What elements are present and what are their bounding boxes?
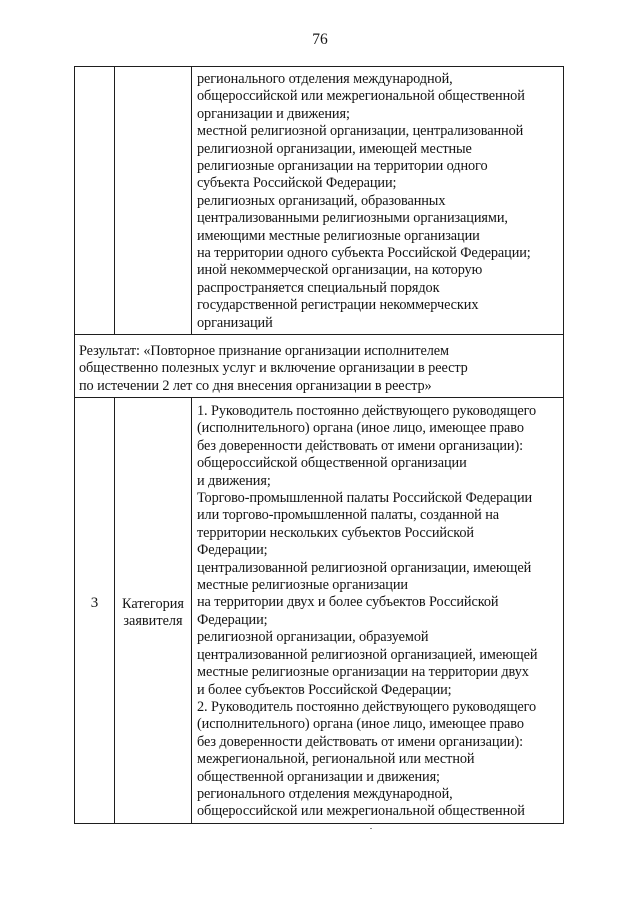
text-line: организации и движения; xyxy=(197,105,350,122)
applicant-category-label xyxy=(115,596,191,631)
text-line: общественно полезных услуг и включение организации в реестр xyxy=(79,360,468,377)
text-line: Федерации; xyxy=(197,611,268,628)
text-line: местные религиозные организации xyxy=(197,577,408,594)
result-row-text xyxy=(79,343,468,395)
text-line: (исполнительного) органа (иное лицо, имеющее право xyxy=(197,420,524,437)
text-line: без доверенности действовать от имени организации): xyxy=(197,437,524,454)
text-line: или торгово-промышленной палаты, созданной на xyxy=(197,507,499,524)
text-line: местной религиозной организации, централизованной xyxy=(197,123,524,140)
text-line: Федерации; xyxy=(197,542,268,559)
text-line: регионального отделения международной, xyxy=(197,71,453,87)
text-line: по истечении 2 лет со дня внесения организации в реестр» xyxy=(79,377,432,394)
text-line: имеющими местные религиозные организации xyxy=(197,227,480,244)
text-line: (исполнительного) органа (иное лицо, имеющее право xyxy=(197,716,524,733)
text-line: и более субъектов Российской Федерации; xyxy=(197,681,452,698)
text-line: религиозные организации на территории одного xyxy=(197,158,488,175)
scan-artifact xyxy=(370,828,372,829)
row-divider xyxy=(75,334,563,335)
row3-description-cell xyxy=(197,403,537,821)
text-line: распространяется специальный порядок xyxy=(197,279,440,296)
text-line: общественной организации и движения; xyxy=(197,768,440,785)
column-divider xyxy=(114,67,115,334)
text-line: межрегиональной, региональной или местной xyxy=(197,751,475,768)
text-line: централизованными религиозными организациями, xyxy=(197,210,508,227)
text-line: на территории двух и более субъектов Российской xyxy=(197,594,499,611)
text-line: местные религиозные организации на территории двух xyxy=(197,664,529,681)
text-line: субъекта Российской Федерации; xyxy=(197,175,397,192)
text-line: централизованной религиозной организацией, имеющей xyxy=(197,646,538,663)
text-line: без доверенности действовать от имени организации): xyxy=(197,733,524,750)
document-table xyxy=(74,66,564,824)
text-line: Торгово-промышленной палаты Российской Федерации xyxy=(197,490,533,507)
row1-description-cell xyxy=(197,71,531,332)
text-line: общероссийской или межрегиональной общественной xyxy=(197,803,525,820)
text-line: религиозной организации, образуемой xyxy=(197,629,429,646)
text-line: регионального отделения международной, xyxy=(197,785,453,802)
text-line: религиозной организации, имеющей местные xyxy=(197,140,472,157)
text-line: общероссийской или межрегиональной общественной xyxy=(197,88,525,105)
text-line: общероссийской общественной организации xyxy=(197,455,467,472)
column-divider xyxy=(191,397,192,823)
text-line: на территории одного субъекта Российской Федерации; xyxy=(197,245,531,262)
row-divider xyxy=(75,397,563,398)
text-line: 1. Руководитель постоянно действующего руководящего xyxy=(197,403,537,419)
text-line: территории нескольких субъектов Российской xyxy=(197,524,474,541)
category-label-line: Категория xyxy=(122,596,184,612)
column-divider xyxy=(191,67,192,334)
text-line: государственной регистрации некоммерческих xyxy=(197,297,479,314)
category-label-line: заявителя xyxy=(123,613,183,630)
text-line: религиозных организаций, образованных xyxy=(197,192,446,209)
text-line: иной некоммерческой организации, на которую xyxy=(197,262,483,279)
text-line: централизованной религиозной организации, имеющей xyxy=(197,559,532,576)
text-line: Результат: «Повторное признание организации исполнителем xyxy=(79,343,449,359)
row-number: 3 xyxy=(90,595,99,611)
text-line: 2. Руководитель постоянно действующего руководящего xyxy=(197,698,537,715)
page-number: 76 xyxy=(312,31,328,48)
text-line: организаций xyxy=(197,314,273,331)
text-line: и движения; xyxy=(197,472,271,489)
